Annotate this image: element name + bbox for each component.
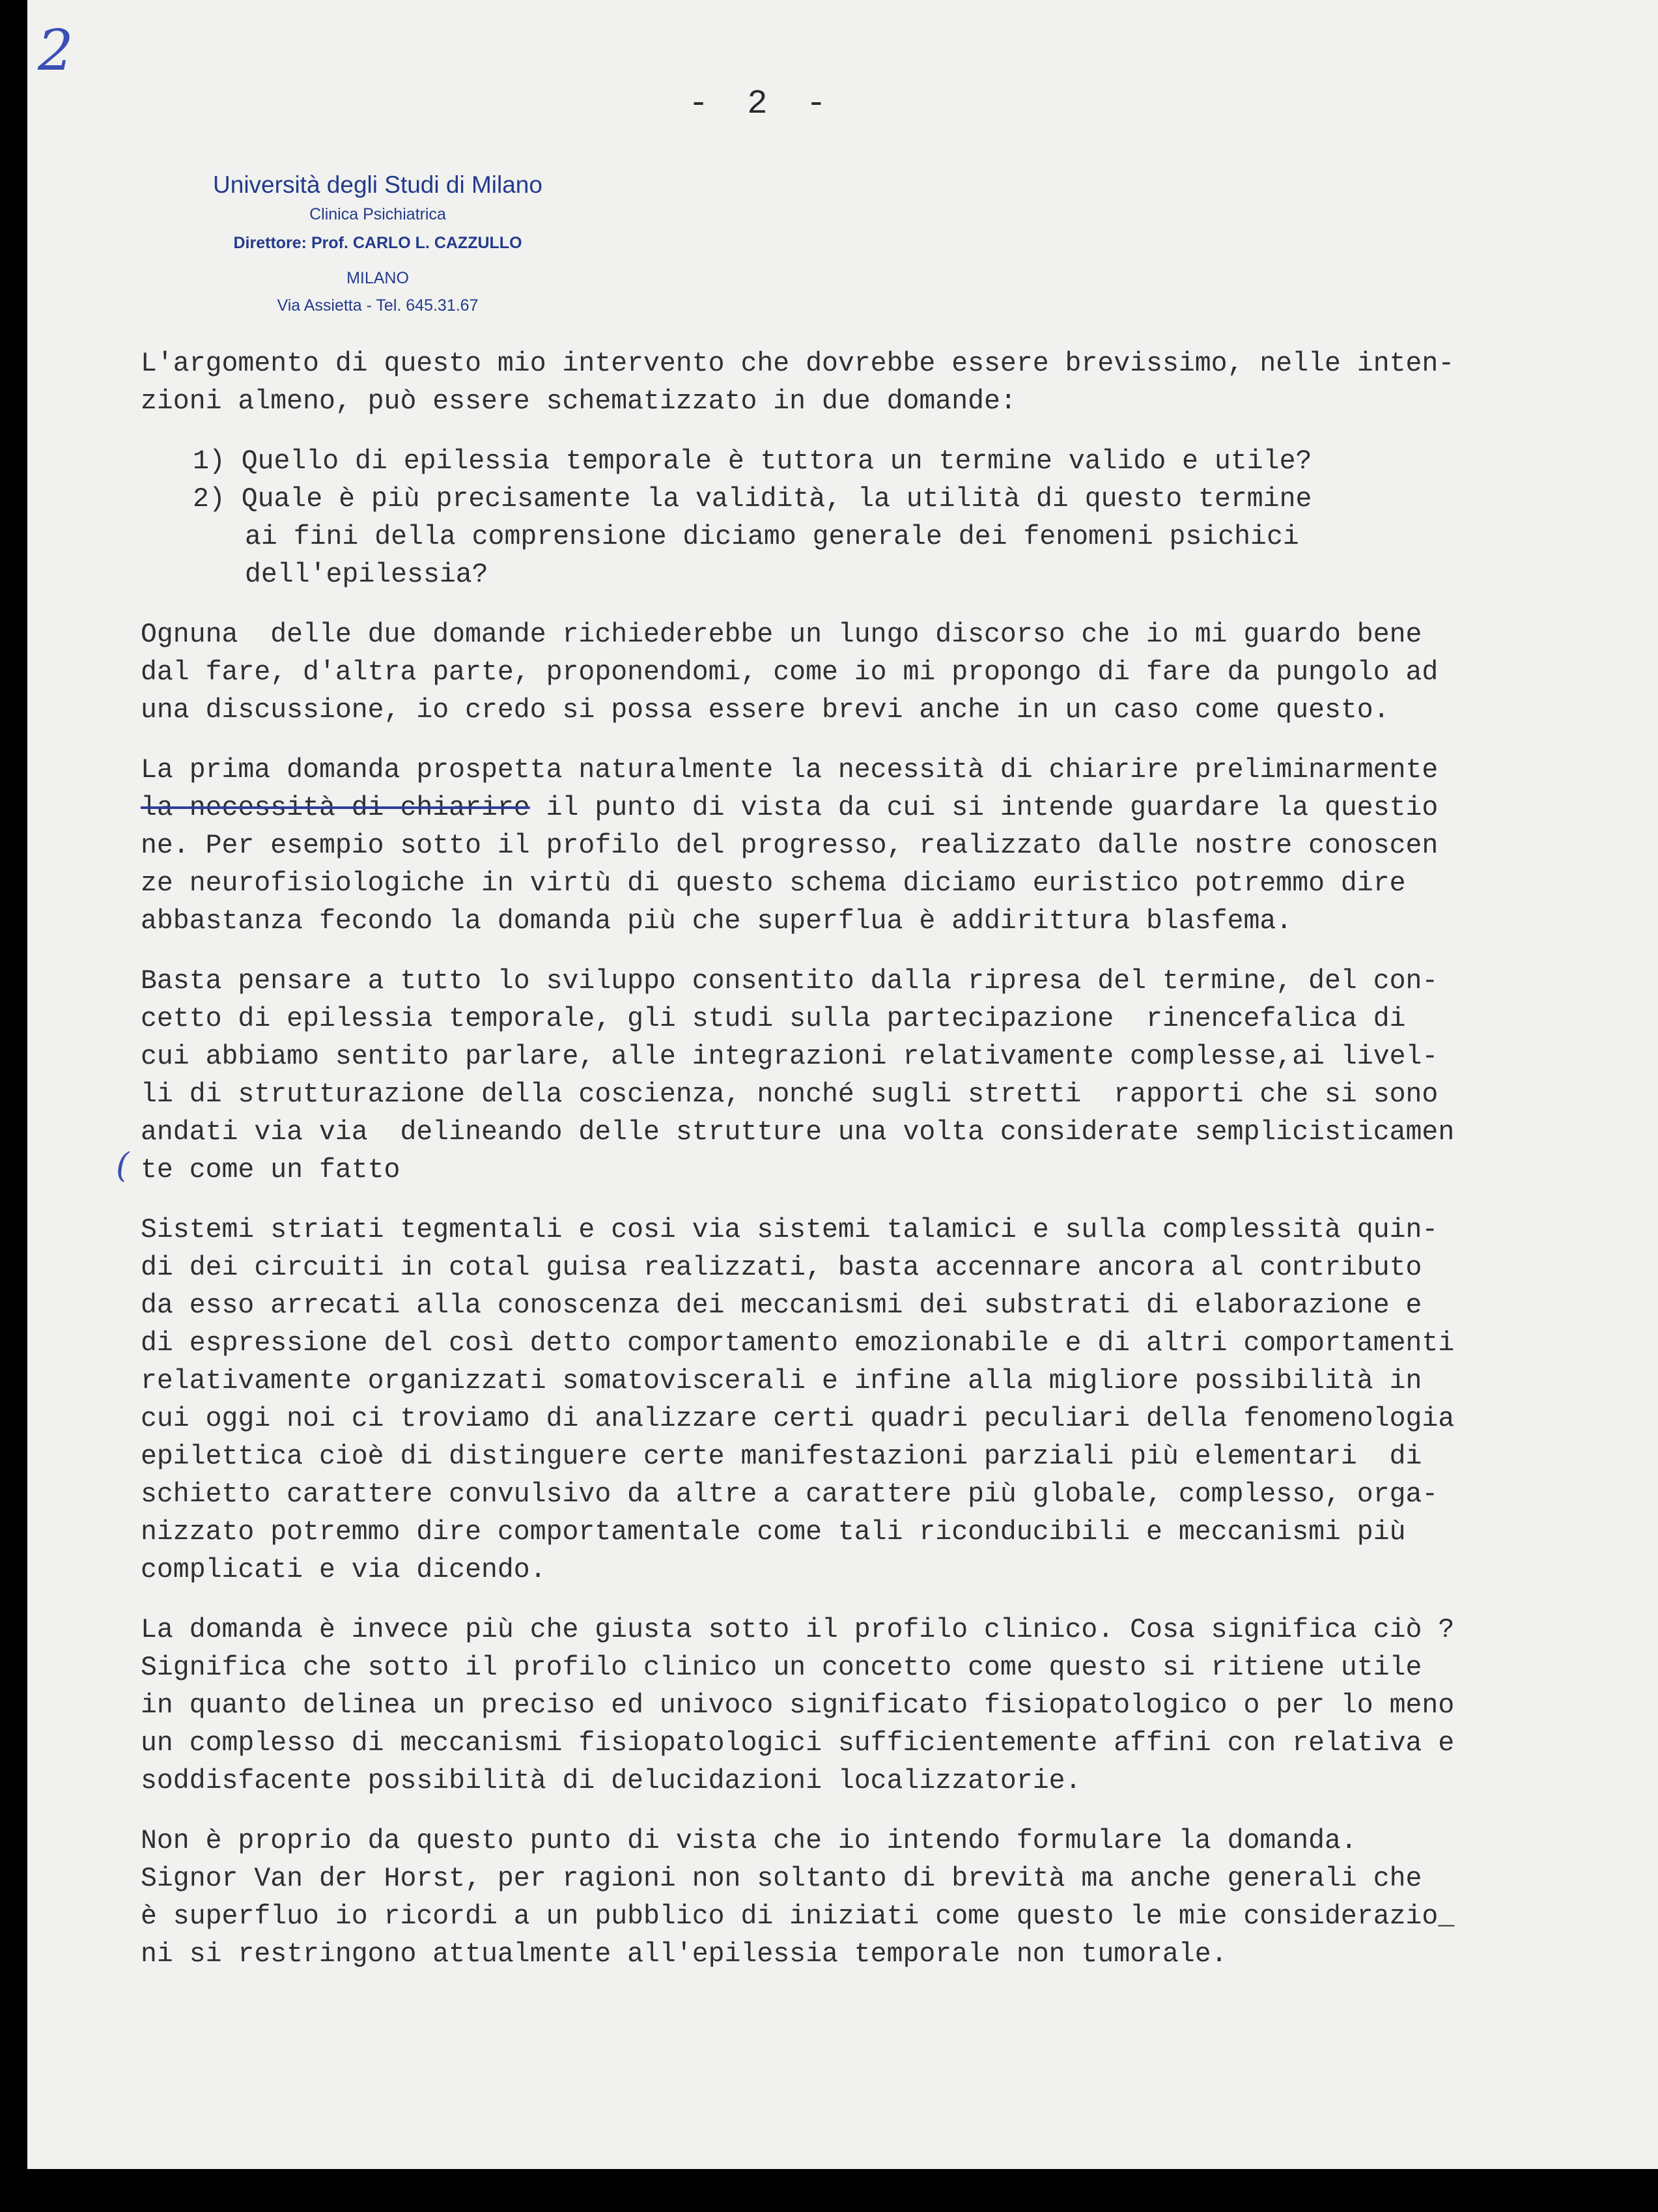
text-line-with-strikethrough: [141, 789, 1541, 827]
text-line: ne. Per esempio sotto il profilo del progresso, realizzato dalle nostre conoscen: [141, 830, 1439, 861]
body-paragraph: [141, 963, 1541, 1189]
text-line: schietto carattere convulsivo da altre a carattere più globale, complesso, orga-: [141, 1479, 1439, 1510]
body-paragraph: [141, 1611, 1541, 1800]
text-line: Signor Van der Horst, per ragioni non soltanto di brevità ma anche generali che: [141, 1864, 1422, 1894]
text-line: abbastanza fecondo la domanda più che superflua è addirittura blasfema.: [141, 906, 1293, 937]
letterhead-director: Direttore: Prof. CARLO L. CAZZULLO: [233, 234, 522, 252]
body-paragraph: [141, 616, 1541, 730]
text-line: te come un fatto: [141, 1155, 400, 1185]
text-line: La domanda è invece più che giusta sotto il profilo clinico. Cosa significa ciò ?: [141, 1615, 1455, 1645]
text-line: Non è proprio da questo punto di vista che io intendo formulare la domanda.: [141, 1826, 1357, 1856]
body-paragraph: [141, 752, 1541, 941]
text-line: li di strutturazione della coscienza, nonché sugli stretti rapporti che si sono: [141, 1079, 1439, 1110]
question-2: 2) Quale è più precisamente la validità, la utilità di questo termine: [193, 484, 1312, 515]
text-line: Sistemi striati tegmentali e cosi via sistemi talamici e sulla complessità quin-: [141, 1215, 1439, 1245]
letterhead-city: MILANO: [346, 269, 409, 287]
text-line: relativamente organizzati somatoviscerali e infine alla migliore possibilità in: [141, 1366, 1422, 1397]
page-number: - 2 -: [688, 85, 836, 123]
text-line: nizzato potremmo dire comportamentale come tali riconducibili e meccanismi più: [141, 1517, 1406, 1548]
questions-list: [141, 443, 1541, 594]
question-2-cont: ai fini della comprensione diciamo generale dei fenomeni psichici: [245, 522, 1299, 552]
text-line: dal fare, d'altra parte, proponendomi, come io mi propongo di fare da pungolo ad: [141, 657, 1439, 688]
text-line: epilettica cioè di distinguere certe manifestazioni parziali più elementari di: [141, 1441, 1422, 1472]
typed-letter-body: [141, 345, 1541, 1996]
text-line: un complesso di meccanismi fisiopatologici sufficientemente affini con relativa e: [141, 1728, 1455, 1759]
question-2-cont: dell'epilessia?: [245, 560, 488, 590]
text-line: è superfluo io ricordi a un pubblico di iniziati come questo le mie considerazio_: [141, 1901, 1455, 1932]
question-1: 1) Quello di epilessia temporale è tuttora un termine valido e utile?: [193, 446, 1312, 477]
text-line: Ognuna delle due domande richiederebbe un lungo discorso che io mi guardo bene: [141, 619, 1422, 650]
text-line: complicati e via dicendo.: [141, 1555, 546, 1585]
text-line: cetto di epilessia temporale, gli studi sulla partecipazione rinencefalica di: [141, 1004, 1406, 1034]
text-line: L'argomento di questo mio intervento che dovrebbe essere brevissimo, nelle inten-: [141, 348, 1455, 379]
text-line: in quanto delinea un preciso ed univoco significato fisiopatologico o per lo meno: [141, 1690, 1455, 1721]
text-line: ze neurofisiologiche in virtù di questo schema diciamo euristico potremmo dire: [141, 868, 1406, 899]
text-line: di espressione del così detto comportamento emozionabile e di altri comportamenti: [141, 1328, 1455, 1359]
text-line: cui oggi noi ci troviamo di analizzare certi quadri peculiari della fenomenologia: [141, 1404, 1455, 1434]
intro-paragraph: [141, 345, 1541, 421]
text-line-rest: il punto di vista da cui si intende guardare la questio: [529, 793, 1439, 823]
letterhead-address: Via Assietta - Tel. 645.31.67: [277, 296, 479, 315]
text-line: La prima domanda prospetta naturalmente la necessità di chiarire preliminarmente: [141, 755, 1439, 786]
text-line: Basta pensare a tutto lo sviluppo consentito dalla ripresa del termine, del con-: [141, 966, 1439, 997]
struck-text: la necessità di chiarire: [141, 793, 530, 823]
text-line: da esso arrecati alla conoscenza dei meccanismi dei substrati di elaborazione e: [141, 1290, 1422, 1321]
text-line: andati via via delineando delle strutture una volta considerate semplicisticamen: [141, 1117, 1455, 1148]
text-line: una discussione, io credo si possa essere brevi anche in un caso come questo.: [141, 695, 1390, 726]
text-line: zioni almeno, può essere schematizzato in due domande:: [141, 386, 1017, 417]
text-line: di dei circuiti in cotal guisa realizzati, basta accennare ancora al contributo: [141, 1253, 1422, 1283]
letterhead-clinic: Clinica Psichiatrica: [309, 205, 446, 223]
body-paragraph: [141, 1822, 1541, 1974]
letterhead-stamp: [189, 168, 567, 318]
text-line: soddisfacente possibilità di delucidazioni localizzatorie.: [141, 1766, 1082, 1796]
margin-mark: (: [116, 1146, 130, 1185]
text-line: ni si restringono attualmente all'epilessia temporale non tumorale.: [141, 1939, 1228, 1970]
text-line: cui abbiamo sentito parlare, alle integrazioni relativamente complesse,ai livel-: [141, 1042, 1439, 1072]
handwritten-page-number: 2: [38, 18, 74, 83]
text-line: Significa che sotto il profilo clinico un concetto come questo si ritiene utile: [141, 1652, 1422, 1683]
body-paragraph: [141, 1212, 1541, 1589]
letterhead-university: Università degli Studi di Milano: [213, 171, 542, 198]
